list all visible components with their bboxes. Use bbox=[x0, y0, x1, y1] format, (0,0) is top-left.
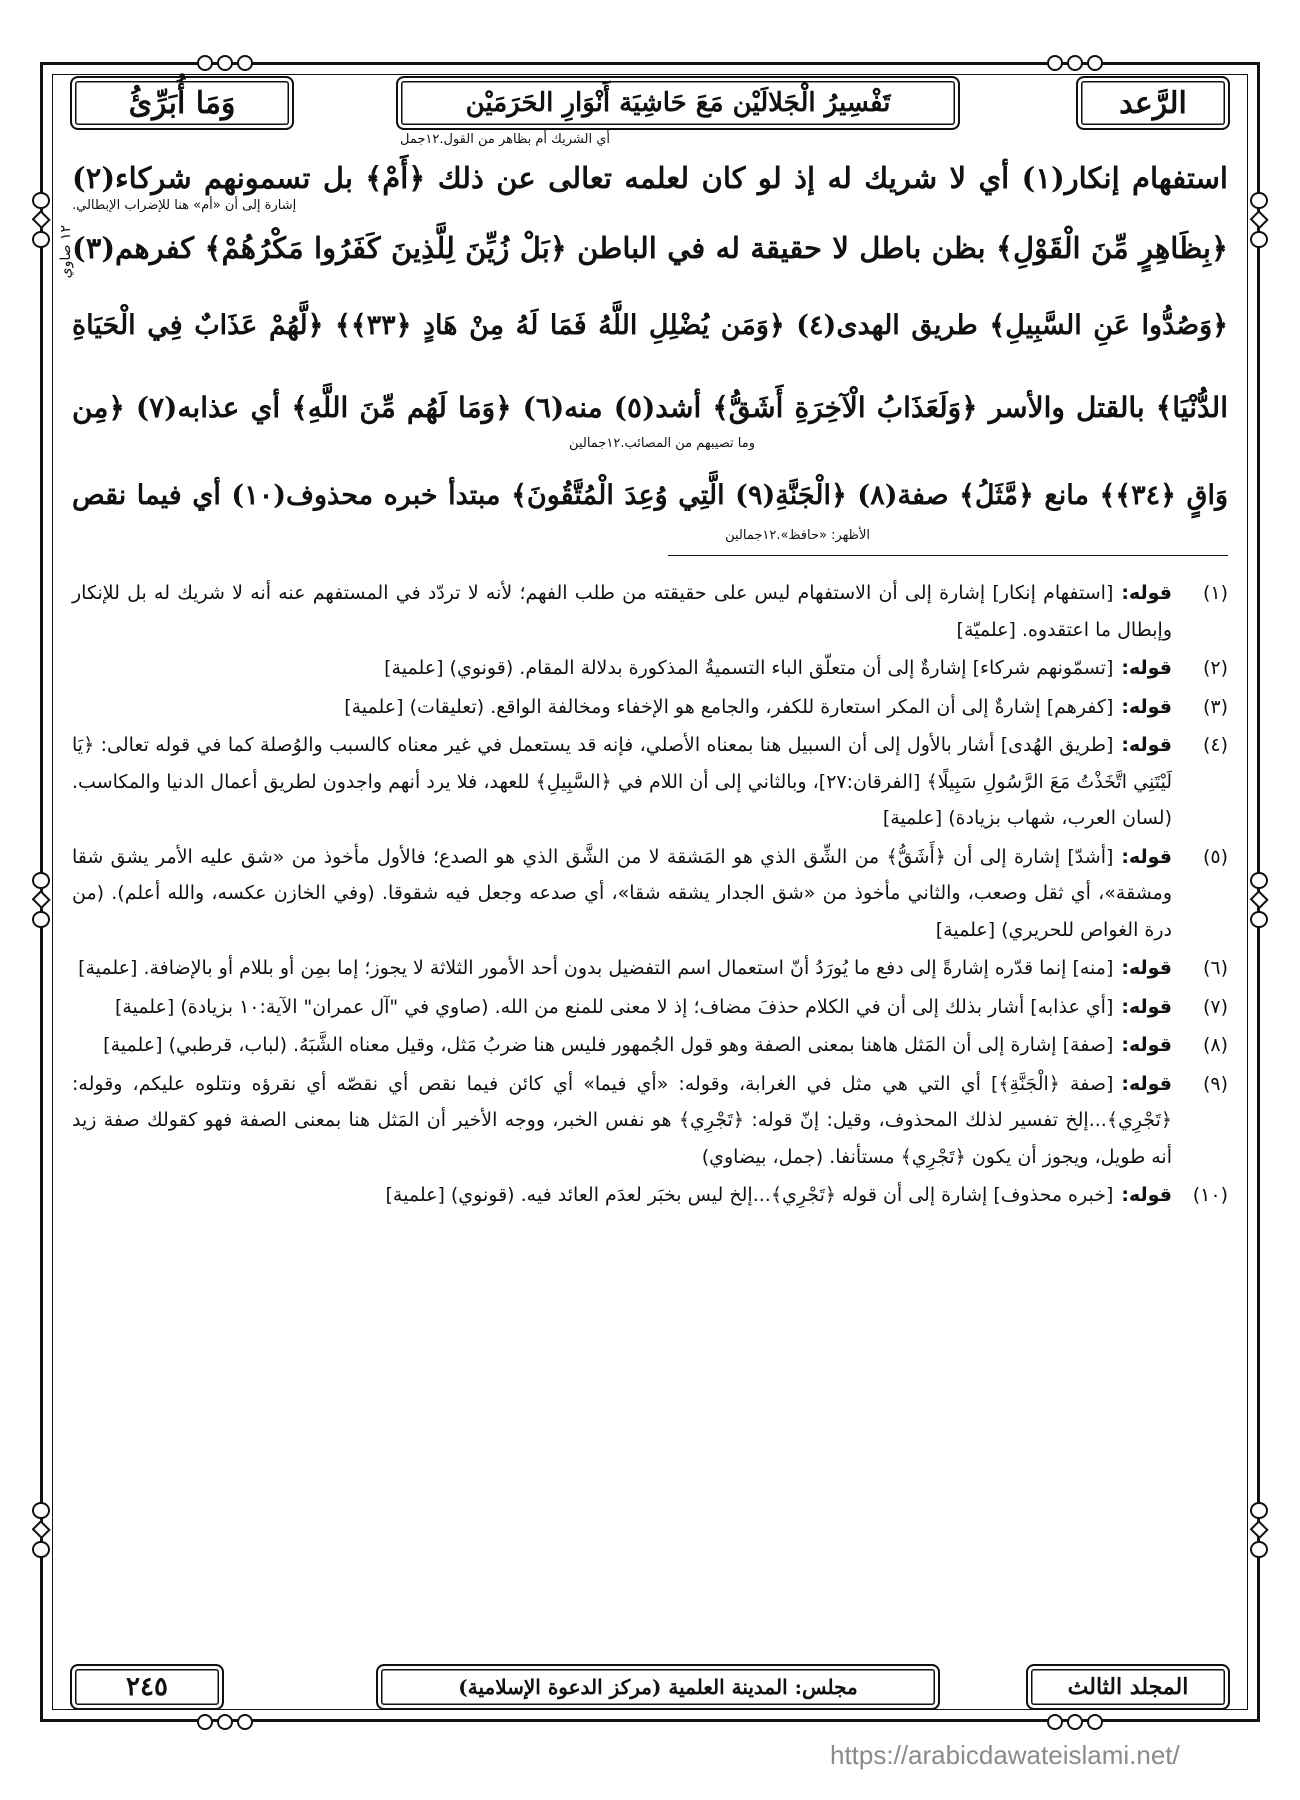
footnote-text: [صفة] إشارة إلى أن المَثل هاهنا بمعنى الصفة وهو قول الجُمهور فليس هنا ضربُ مَثل، وقيل معناه الشَّبَهُ. (لباب، قرطبي) [علمية] bbox=[103, 1034, 1114, 1056]
footnote bbox=[72, 1177, 1228, 1214]
main-line: وَاقٍ ﴿٣٤﴾﴾ مانع ﴿مَّثَلُ﴾ صفة(٨) ﴿الْجَنَّةِ(٩) الَّتِي وُعِدَ الْمُتَّقُونَ﴾ مبتدأ خبره محذوف(١٠) أي فيما نقص bbox=[72, 480, 1229, 511]
footnote-divider bbox=[668, 555, 1228, 556]
footnote-label: قوله: bbox=[1121, 582, 1172, 604]
border-ornament bbox=[1040, 1711, 1110, 1733]
border-ornament bbox=[1248, 1500, 1270, 1560]
border-ornament bbox=[30, 190, 52, 250]
footnote-number: (٢) bbox=[1202, 657, 1228, 679]
footnote-text: [صفة ﴿الْجَنَّةِ﴾] أي التي هي مثل في الغرابة، وقوله: «أي فيما» أي كائن فيما نقص أي نقصّه أي نقرؤه ونتلوه عليكم، وقوله: ﴿تَجْرِي﴾...إلخ تفسير لذلك المحذوف، وقيل: إنّ قوله: ﴿تَجْرِي﴾ هو نفس الخبر، ووجه الأخير أن المَثل هنا بمعنى الصفة فهو كقولك صفة زيد أنه طويل، ويجوز أن يكون ﴿تَجْرِي﴾ مستأنفا. (جمل، بيضاوي) bbox=[72, 1072, 1172, 1168]
juz-name-box bbox=[70, 76, 294, 130]
top-note: أي الشريك أم بظاهر من القول.١٢جمل bbox=[400, 132, 610, 147]
footnote-text: [خبره محذوف] إشارة إلى أن قوله ﴿تَجْرِي﴾...إلخ ليس بخبَر لعدَم العائد فيه. (قونوي) [علمية] bbox=[385, 1184, 1114, 1206]
footnote-text: [استفهام إنكار] إشارة إلى أن الاستفهام ليس على حقيقته من طلب الفهم؛ لأنه لا تردّد في المستفهم عنه أنه لا شريك له بل للإنكار وإبطال ما اعتقدوه. [علميّة] bbox=[72, 582, 1172, 641]
page-header bbox=[60, 72, 1240, 134]
under-note: الأظهر: «حافظ».١٢جمالين bbox=[725, 528, 870, 543]
footnote bbox=[72, 575, 1228, 648]
footnote-number: (٥) bbox=[1202, 845, 1228, 868]
volume-label: المجلد الثالث bbox=[1067, 1674, 1189, 1700]
footnote bbox=[72, 989, 1228, 1026]
footnote-label: قوله: bbox=[1121, 995, 1172, 1018]
footnote bbox=[72, 689, 1228, 726]
footnote bbox=[72, 650, 1228, 687]
footnote-text: [طريق الهُدى] أشار بالأول إلى أن السبيل هنا بمعناه الأصلي، فإنه قد يستعمل في غير معناه كالسبب والوُصلة كما في قوله تعالى: ﴿يَا لَيْتَنِي اتَّخَذْتُ مَعَ الرَّسُولِ سَبِيلًا﴾ [الفرقان:٢٧]، وبالثاني إلى أن اللام في ﴿السَّبِيلِ﴾ للعهد، فلا يرد أنهم واجدون لطريق أعمال الدنيا والمكاسب. (لسان العرب، شهاب بزيادة) [علمية] bbox=[72, 734, 1172, 829]
footnote-number: (٤) bbox=[1202, 734, 1228, 756]
watermark-url[interactable]: https://arabicdawateislami.net/ bbox=[830, 1740, 1180, 1770]
book-title: تَفْسِيرُ الْجَلالَيْن مَعَ حَاشِيَة أَنْوَارِ الحَرَمَيْن bbox=[465, 88, 891, 118]
footnote-number: (٧) bbox=[1202, 995, 1228, 1018]
footnote-label: قوله: bbox=[1121, 695, 1172, 718]
footnotes bbox=[72, 575, 1228, 1216]
footnote-text: [أشدّ] إشارة إلى أن ﴿أَشَقُّ﴾ من الشِّق الذي هو المَشقة لا من الشَّق الذي هو الصدع؛ فالأول مأخوذ من «شق عليه الأمر يشق شقا ومشقة»، أي ثقل وصعب، والثاني مأخوذ من «شق الجدار يشقه شقا»، أي صدعه وجعل فيه شقوقا. (وفي الخازن عكسه، والله أعلم). (من درة الغواص للحريري) [علمية] bbox=[72, 845, 1172, 941]
page-number: ٢٤٥ bbox=[126, 1672, 168, 1702]
under-note: وما تصيبهم من المصائب.١٢جمالين bbox=[569, 436, 755, 451]
footnote-label: قوله: bbox=[1121, 734, 1172, 756]
footnote-label: قوله: bbox=[1121, 1034, 1172, 1056]
page-number-box bbox=[70, 1664, 224, 1710]
juz-name: وَمَا أُبَرِّئُ bbox=[128, 85, 236, 121]
book-title-box bbox=[396, 76, 960, 130]
footnote bbox=[72, 950, 1228, 987]
footnote-label: قوله: bbox=[1121, 957, 1172, 979]
border-ornament bbox=[30, 870, 52, 930]
footnote-number: (٣) bbox=[1202, 695, 1228, 718]
main-line: ﴿بِظَاهِرٍ مِّنَ الْقَوْلِ﴾ بظن باطل لا حقيقة له في الباطن ﴿بَلْ زُيِّنَ لِلَّذِينَ كَفَرُوا مَكْرُهُمْ﴾ كفرهم(٣) bbox=[72, 231, 1228, 265]
page-footer bbox=[60, 1660, 1240, 1712]
main-line: الدُّنْيَا﴾ بالقتل والأسر ﴿وَلَعَذَابُ الْآخِرَةِ أَشَقُّ﴾ أشد(٥) منه(٦) ﴿وَمَا لَهُم مِّنَ اللَّهِ﴾ أي عذابه(٧) ﴿مِن bbox=[72, 391, 1228, 424]
border-ornament bbox=[190, 1711, 260, 1733]
volume-box bbox=[1026, 1664, 1230, 1710]
border-ornament bbox=[1248, 870, 1270, 930]
border-ornament bbox=[190, 52, 260, 74]
footnote bbox=[72, 1066, 1228, 1176]
footnote-label: قوله: bbox=[1121, 845, 1172, 868]
footnote-number: (٦) bbox=[1202, 957, 1228, 979]
footnote-text: [منه] إنما قدّره إشارةً إلى دفع ما يُورَدُ أنّ استعمال اسم التفضيل بدون أحد الأمور الثلاثة لا يجوز؛ إما بمِن أو بللام أو بالإضافة. [علمية] bbox=[78, 957, 1114, 979]
surah-name-box bbox=[1076, 76, 1230, 130]
margin-note: ١٢ صاوي bbox=[58, 225, 74, 279]
border-ornament bbox=[30, 1500, 52, 1560]
footnote-text: [كفرهم] إشارةٌ إلى أن المكر استعارة للكفر، والجامع هو الإخفاء ومخالفة الواقع. (تعليقات) [علمية] bbox=[344, 695, 1114, 718]
footnote-text: [أي عذابه] أشار بذلك إلى أن في الكلام حذفَ مضاف؛ إذ لا معنى للمنع من الله. (صاوي في "آل عمران" الآية:١٠ بزيادة) [علمية] bbox=[114, 995, 1114, 1018]
footnote-label: قوله: bbox=[1121, 1184, 1172, 1206]
main-line: استفهام إنكار(١) أي لا شريك له إذ لو كان لعلمه تعالى عن ذلك ﴿أَمْ﴾ بل تسمونهم شركاء(٢) bbox=[72, 161, 1228, 195]
footnote bbox=[72, 839, 1228, 949]
footnote-label: قوله: bbox=[1121, 1072, 1172, 1095]
footnote-text: [تسمّونهم شركاء] إشارةٌ إلى أن متعلّق الباء التسميةُ المذكورة بدلالة المقام. (قونوي) [علمية] bbox=[384, 657, 1114, 679]
footnote bbox=[72, 727, 1228, 837]
publisher-name: مجلس: المدينة العلمية (مركز الدعوة الإسلامية) bbox=[458, 1675, 858, 1699]
border-ornament bbox=[1040, 52, 1110, 74]
left-note: إشارة إلى أن «أم» هنا للإضراب الإبطالي. bbox=[72, 198, 297, 213]
surah-name: الرَّعد bbox=[1119, 85, 1187, 121]
main-line: ﴿وَصُدُّوا عَنِ السَّبِيلِ﴾ طريق الهدى(٤) ﴿وَمَن يُضْلِلِ اللَّهُ فَمَا لَهُ مِنْ هَادٍ ﴿٣٣﴾﴾ ﴿لَّهُمْ عَذَابٌ فِي الْحَيَاةِ bbox=[72, 310, 1229, 341]
footnote bbox=[72, 1027, 1228, 1064]
footnote-number: (١٠) bbox=[1192, 1184, 1228, 1206]
border-ornament bbox=[1248, 190, 1270, 250]
footnote-number: (٩) bbox=[1202, 1072, 1228, 1095]
footnote-number: (٨) bbox=[1202, 1034, 1228, 1056]
footnote-label: قوله: bbox=[1121, 657, 1172, 679]
publisher-box bbox=[376, 1664, 940, 1710]
footnote-number: (١) bbox=[1202, 582, 1228, 604]
